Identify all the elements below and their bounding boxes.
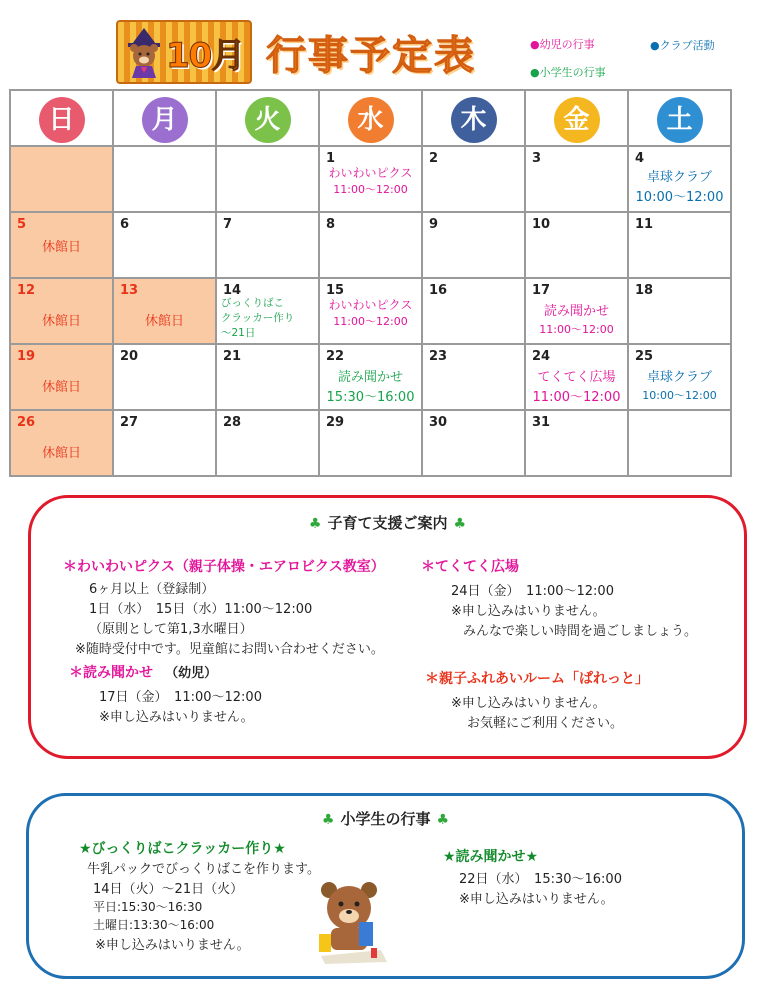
legend-infant: ●幼児の行事 xyxy=(530,38,595,51)
calendar-cell-12: 12 休館日 xyxy=(10,278,113,344)
calendar-table xyxy=(9,89,732,477)
clover-icon: ♣ xyxy=(453,516,467,532)
tekuteku-line: みんなで楽しい時間を過ごしましょう。 xyxy=(463,624,698,639)
bikkuri-line: 牛乳パックでびっくりばこを作ります。 xyxy=(87,862,320,877)
event-time: 10:00～12:00 xyxy=(642,389,717,402)
fureai-line: お気軽にご利用ください。 xyxy=(467,716,624,731)
support-info-box xyxy=(28,495,747,759)
calendar-cell-13: 13 休館日 xyxy=(113,278,216,344)
bear-crafting-icon xyxy=(311,878,393,964)
week-row xyxy=(10,212,731,278)
calendar-cell-10: 10 xyxy=(525,212,628,278)
event-time: 11:00～12:00 xyxy=(539,323,614,336)
clover-icon: ♣ xyxy=(308,516,322,532)
calendar-cell-30: 30 xyxy=(422,410,525,476)
weekday-sun: 日 xyxy=(10,90,113,146)
weekday-mon: 月 xyxy=(113,90,216,146)
closed-label: 休館日 xyxy=(41,380,81,395)
calendar-cell-22: 22 読み聞かせ 15:30～16:00 xyxy=(319,344,422,410)
calendar-cell-1: 1 わいわいピクス 11:00～12:00 xyxy=(319,146,422,212)
calendar-cell-23: 23 xyxy=(422,344,525,410)
bikkuri-line: 14日（火）～21日（火） xyxy=(93,882,244,897)
yomi-title-row: ＊読み聞かせ （幼児） xyxy=(69,665,218,681)
event-time: 11:00～12:00 xyxy=(333,183,408,196)
waiwai-line: （原則として第1,3水曜日） xyxy=(89,622,253,637)
bear-witch-icon xyxy=(124,28,164,78)
calendar-cell-5: 5 休館日 xyxy=(10,212,113,278)
elementary-events-box xyxy=(26,793,745,979)
legend-club: ●クラブ活動 xyxy=(650,39,715,52)
calendar-cell-27: 27 xyxy=(113,410,216,476)
week-row xyxy=(10,146,731,212)
calendar-cell-7: 7 xyxy=(216,212,319,278)
calendar-cell-8: 8 xyxy=(319,212,422,278)
event-waiwai: わいわいピクス xyxy=(328,298,413,312)
calendar-cell-29: 29 xyxy=(319,410,422,476)
month-label: 10月 xyxy=(166,36,245,76)
waiwai-line: ※随時受付中です。児童館にお問い合わせください。 xyxy=(75,642,384,657)
event-takkyu: 卓球クラブ xyxy=(646,370,712,385)
calendar-cell-25: 25 卓球クラブ 10:00～12:00 xyxy=(628,344,731,410)
bikkuri-line: ※申し込みはいりません。 xyxy=(95,938,250,953)
calendar-cell-31: 31 xyxy=(525,410,628,476)
weekday-tue: 火 xyxy=(216,90,319,146)
tekuteku-line: ※申し込みはいりません。 xyxy=(451,604,606,619)
calendar-cell-empty xyxy=(628,410,731,476)
waiwai-title: ＊わいわいピクス（親子体操・エアロビクス教室） xyxy=(63,559,385,575)
waiwai-line: 6ヶ月以上（登録制） xyxy=(89,582,215,597)
fureai-line: ※申し込みはいりません。 xyxy=(451,696,606,711)
event-bikkuri: びっくりばこ クラッカー作り ～21日 xyxy=(221,297,295,339)
support-heading: ♣ 子育て支援ご案内 ♣ xyxy=(308,514,467,532)
calendar-cell-21: 21 xyxy=(216,344,319,410)
calendar-cell-20: 20 xyxy=(113,344,216,410)
event-yomi: 読み聞かせ xyxy=(337,370,403,385)
bikkuri-line: 平日:15:30～16:30 xyxy=(93,900,203,914)
yomi-line: ※申し込みはいりません。 xyxy=(99,710,254,725)
closed-label: 休館日 xyxy=(41,446,81,461)
calendar-cell-2: 2 xyxy=(422,146,525,212)
event-tekuteku: てくてく広場 xyxy=(537,370,616,385)
calendar-cell-empty xyxy=(10,146,113,212)
bikkuri-title: ★びっくりばこクラッカー作り★ xyxy=(79,841,286,857)
calendar-cell-16: 16 xyxy=(422,278,525,344)
calendar-cell-11: 11 xyxy=(628,212,731,278)
bikkuri-line: 土曜日:13:30～16:00 xyxy=(93,918,215,932)
calendar-cell-28: 28 xyxy=(216,410,319,476)
week-row xyxy=(10,410,731,476)
clover-icon: ♣ xyxy=(436,812,450,828)
elementary-heading: ♣ 小学生の行事 ♣ xyxy=(321,810,450,828)
calendar-cell-24: 24 てくてく広場 11:00～12:00 xyxy=(525,344,628,410)
yomi-line: ※申し込みはいりません。 xyxy=(459,892,614,907)
calendar-cell-4: 4 卓球クラブ 10:00～12:00 xyxy=(628,146,731,212)
tekuteku-title: ＊てくてく広場 xyxy=(421,559,519,575)
month-logo xyxy=(116,20,252,84)
calendar-cell-15: 15 わいわいピクス 11:00～12:00 xyxy=(319,278,422,344)
closed-label: 休館日 xyxy=(144,314,184,329)
event-waiwai: わいわいピクス xyxy=(328,166,413,180)
weekday-fri: 金 xyxy=(525,90,628,146)
weekday-wed: 水 xyxy=(319,90,422,146)
week-row xyxy=(10,278,731,344)
legend-elementary: ●小学生の行事 xyxy=(530,66,606,79)
event-yomi: 読み聞かせ xyxy=(543,304,609,319)
calendar-cell-17: 17 読み聞かせ 11:00～12:00 xyxy=(525,278,628,344)
calendar-cell-9: 9 xyxy=(422,212,525,278)
event-time: 11:00～12:00 xyxy=(532,390,621,405)
calendar-cell-26: 26 休館日 xyxy=(10,410,113,476)
fureai-title: ＊親子ふれあいルーム「ぱれっと」 xyxy=(425,671,649,687)
calendar-cell-19: 19 休館日 xyxy=(10,344,113,410)
calendar-cell-3: 3 xyxy=(525,146,628,212)
event-time: 10:00～12:00 xyxy=(635,190,724,205)
calendar-cell-6: 6 xyxy=(113,212,216,278)
week-row xyxy=(10,344,731,410)
weekday-thu: 木 xyxy=(422,90,525,146)
weekday-sat: 土 xyxy=(628,90,731,146)
weekday-header-row xyxy=(10,90,731,146)
event-time: 11:00～12:00 xyxy=(333,315,408,328)
closed-label: 休館日 xyxy=(41,240,81,255)
closed-label: 休館日 xyxy=(41,314,81,329)
page-title: 行事予定表 xyxy=(266,33,476,79)
yomi-line: 22日（水） 15:30～16:00 xyxy=(459,872,622,887)
yomi-line: 17日（金） 11:00～12:00 xyxy=(99,690,262,705)
calendar-cell-14: 14 びっくりばこ クラッカー作り ～21日 xyxy=(216,278,319,344)
clover-icon: ♣ xyxy=(321,812,335,828)
yomi-title: ★読み聞かせ★ xyxy=(443,849,539,865)
waiwai-line: 1日（水） 15日（水）11:00～12:00 xyxy=(89,602,313,617)
calendar-cell-empty xyxy=(113,146,216,212)
event-takkyu: 卓球クラブ xyxy=(646,170,712,185)
event-time: 15:30～16:00 xyxy=(326,390,415,405)
tekuteku-line: 24日（金） 11:00～12:00 xyxy=(451,584,614,599)
calendar-cell-empty xyxy=(216,146,319,212)
header xyxy=(0,0,765,88)
calendar-cell-18: 18 xyxy=(628,278,731,344)
